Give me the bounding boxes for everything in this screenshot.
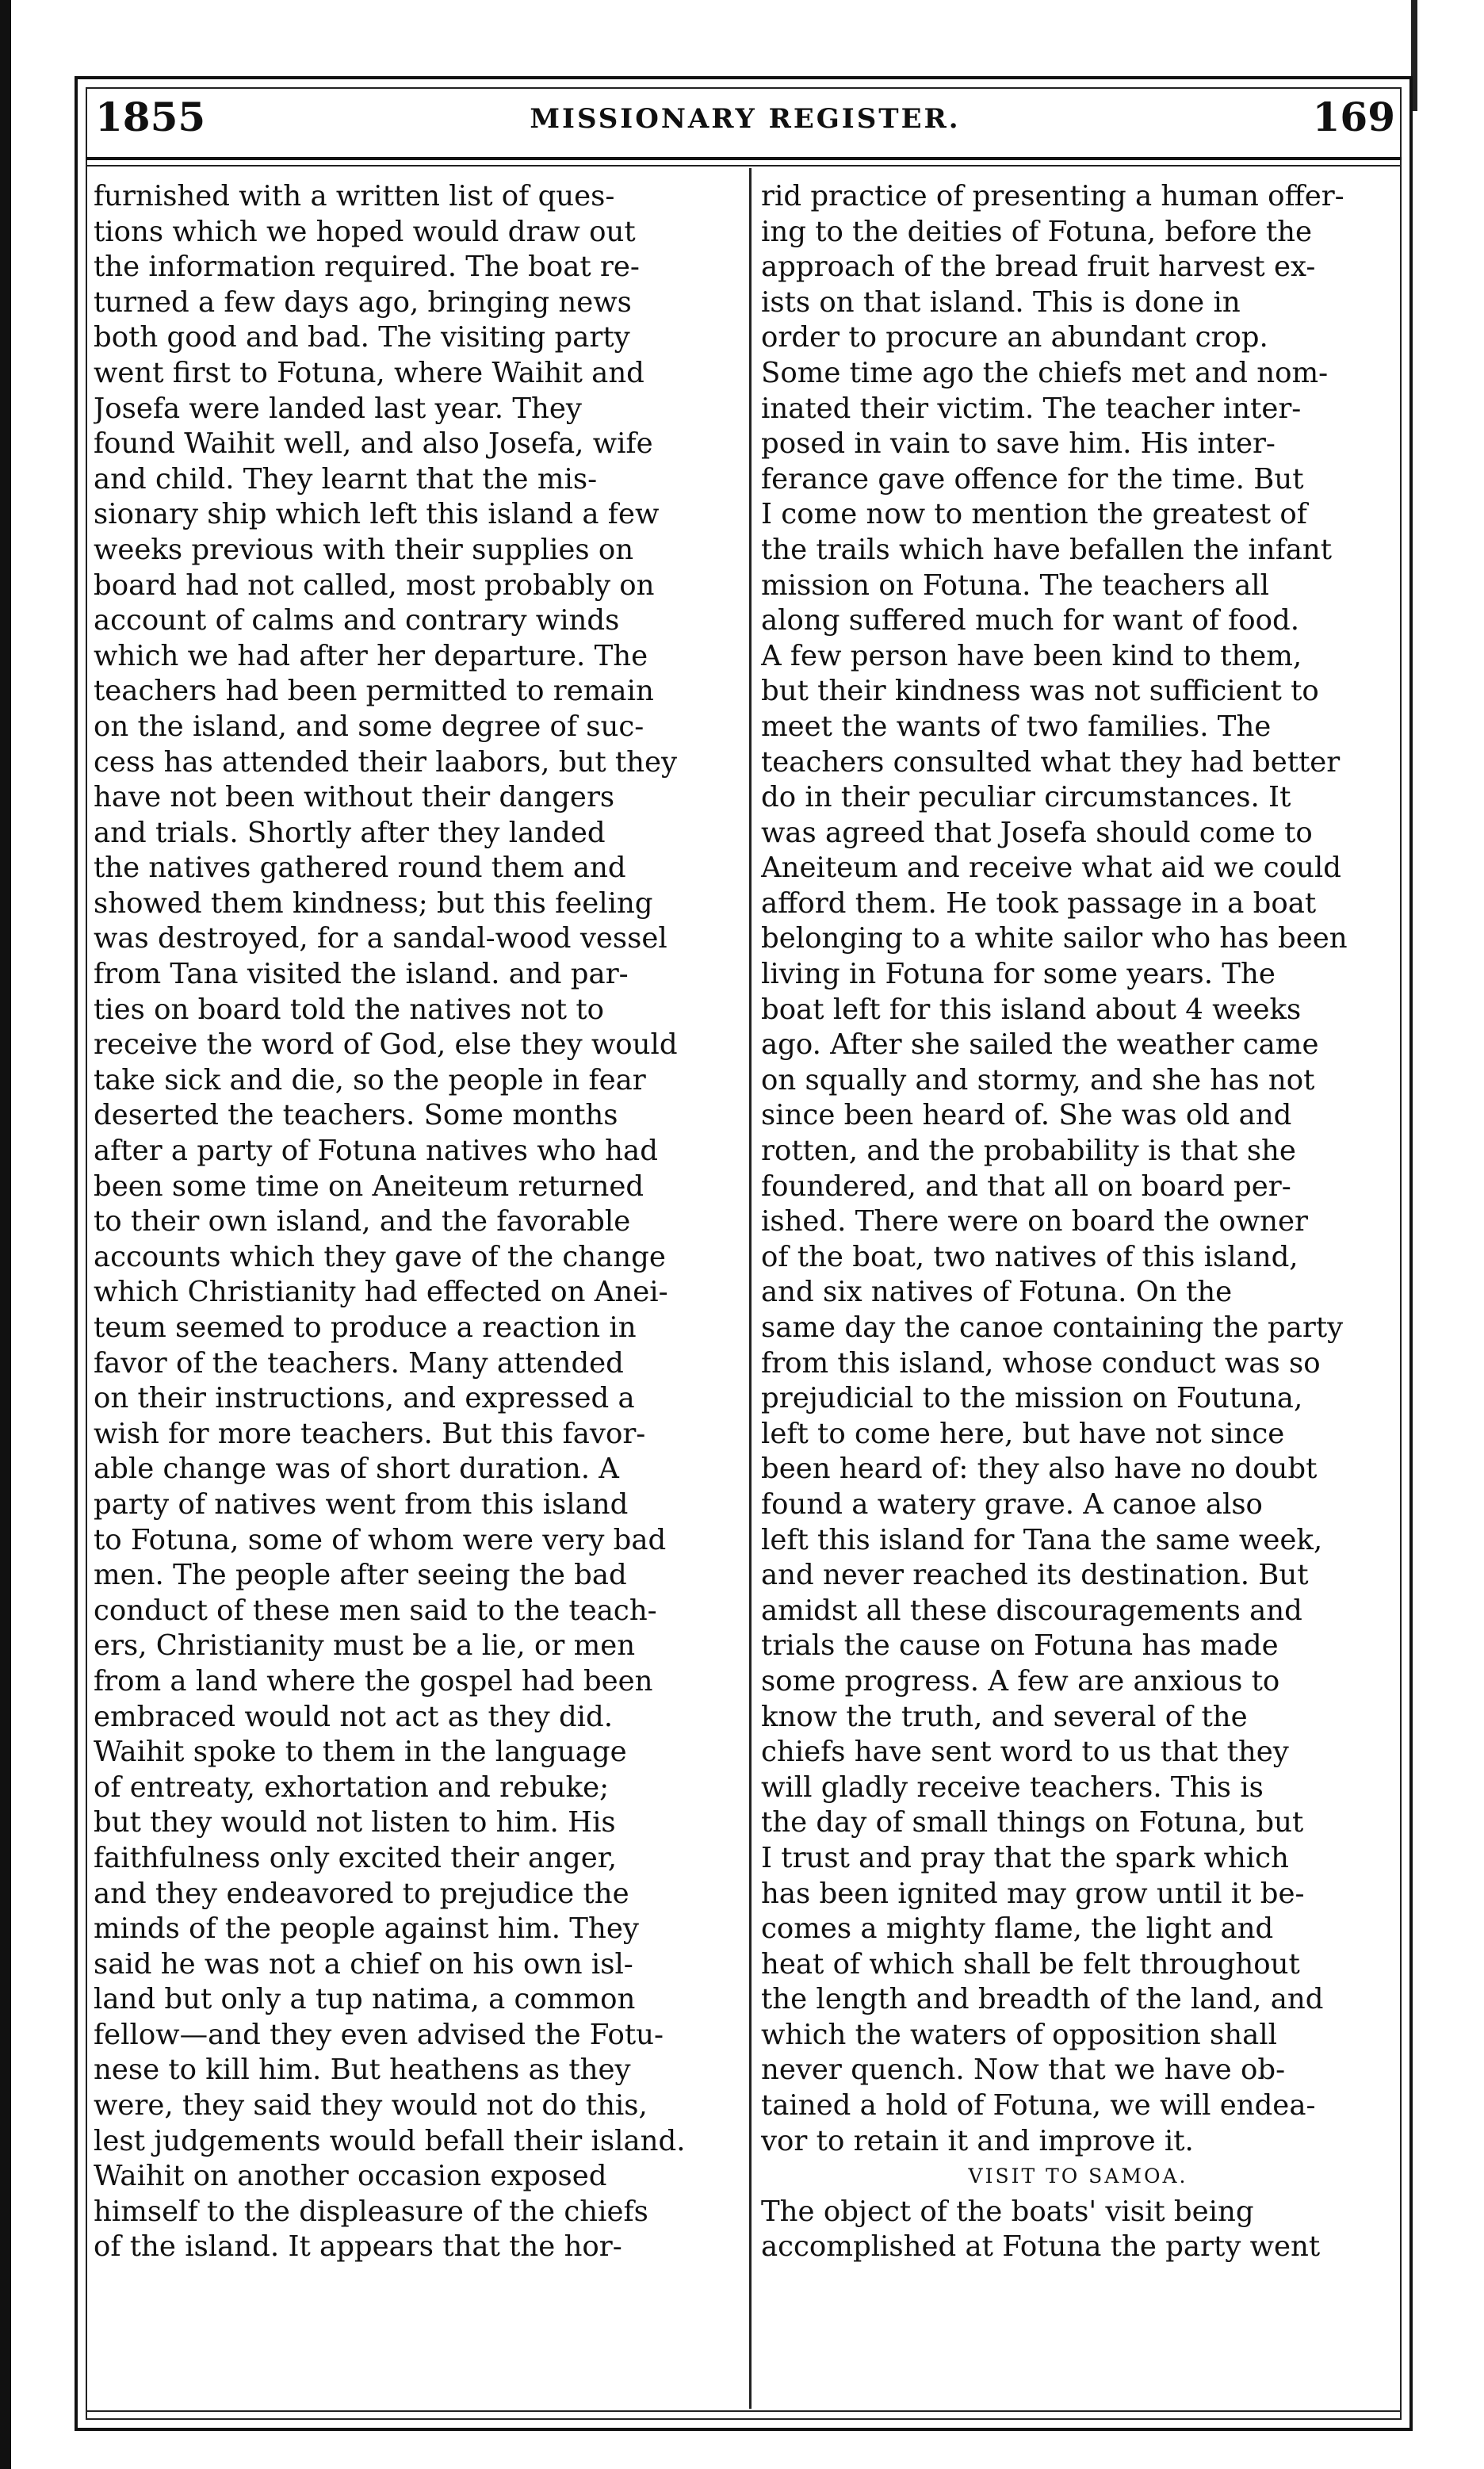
text-line: the day of small things on Fotuna, but [761,1806,1304,1839]
text-line: on the island, and some degree of suc- [94,710,644,743]
text-line: rid practice of presenting a human offer- [761,180,1344,212]
text-line: will gladly receive teachers. This is [761,1770,1264,1804]
text-line: inated their victim. The teacher inter- [761,392,1302,425]
text-line: after a party of Fotuna natives who had [94,1135,658,1168]
text-line: found a watery grave. A canoe also [761,1487,1263,1521]
text-line: afford them. He took passage in a boat [761,886,1317,920]
text-line: approach of the bread fruit harvest ex- [761,251,1316,284]
text-line: from Tana visited the island. and par- [94,958,629,991]
text-line: the information required. The boat re- [94,251,640,284]
text-line: on squally and stormy, and she has not [761,1063,1315,1097]
text-line: accomplished at Fotuna the party went [761,2230,1321,2264]
text-line: party of natives went from this island [94,1487,629,1521]
header-year: 1855 [95,94,206,140]
text-line: since been heard of. She was old and [761,1099,1292,1132]
text-line: weeks previous with their supplies on [94,533,634,566]
header-rule [86,157,1402,160]
text-line: order to procure an abundant crop. [761,321,1268,354]
page-number: 169 [1312,94,1395,140]
text-line: along suffered much for want of food. [761,604,1300,637]
text-line: found Waihit well, and also Josefa, wife [94,427,653,461]
text-line: cess has attended their laabors, but they [94,745,678,779]
text-line: and trials. Shortly after they landed [94,816,606,849]
text-line: ties on board told the natives not to [94,993,604,1026]
text-line: furnished with a written list of ques- [94,180,615,212]
scan-edge-shadow [0,0,11,2469]
text-line: and six natives of Fotuna. On the [761,1276,1233,1309]
text-line: tained a hold of Fotuna, we will endea- [761,2089,1316,2123]
text-line: was destroyed, for a sandal-wood vessel [94,922,667,955]
text-line: Some time ago the chiefs met and nom- [761,356,1329,389]
text-line: been heard of: they also have no doubt [761,1453,1318,1486]
text-line: which the waters of opposition shall [761,2018,1278,2051]
text-line: and they endeavored to prejudice the [94,1877,629,1910]
text-line: of the boat, two natives of this island, [761,1240,1298,1273]
left-column [94,179,740,2265]
text-line: boat left for this island about 4 weeks [761,993,1302,1026]
text-line: and never reached its destination. But [761,1559,1309,1592]
text-line: able change was of short duration. A [94,1453,619,1486]
text-line: from this island, whose conduct was so [761,1346,1321,1380]
text-line: showed them kindness; but this feeling [94,886,653,920]
text-line: sionary ship which left this island a few [94,498,660,531]
text-line: and child. They learnt that the mis- [94,462,598,496]
text-line: the length and breadth of the land, and [761,1983,1324,2016]
text-line: living in Fotuna for some years. The [761,958,1276,991]
text-line: heat of which shall be felt throughout [761,1947,1300,1981]
text-line: nese to kill him. But heathens as they [94,2054,631,2087]
text-line: teum seemed to produce a reaction in [94,1311,637,1344]
text-line: never quench. Now that we have ob- [761,2054,1286,2087]
text-line: Aneiteum and receive what aid we could [761,852,1341,885]
text-line: meet the wants of two families. The [761,710,1272,743]
text-line: ing to the deities of Fotuna, before the [761,215,1313,248]
text-line: from a land where the gospel had been [94,1664,653,1698]
text-line: both good and bad. The visiting party [94,321,630,354]
text-line: himself to the displeasure of the chiefs [94,2195,648,2228]
section-heading: VISIT TO SAMOA. [968,2165,1188,2188]
text-line: vor to retain it and improve it. [761,2124,1194,2157]
text-line: fellow—and they even advised the Fotu- [94,2018,664,2051]
text-line: ferance gave offence for the time. But [761,462,1304,496]
text-line: of entreaty, exhortation and rebuke; [94,1770,610,1804]
text-line: land but only a tup natima, a common [94,1983,636,2016]
text-line: the natives gathered round them and [94,852,626,885]
text-line: embraced would not act as they did. [94,1700,614,1733]
text-line: lest judgements would befall their island. [94,2124,686,2157]
text-line: went first to Fotuna, where Waihit and [94,356,644,389]
text-line: same day the canoe containing the party [761,1311,1344,1344]
text-line: I come now to mention the greatest of [761,498,1307,531]
text-line: teachers consulted what they had better [761,745,1341,779]
text-line: rotten, and the probability is that she [761,1135,1296,1168]
text-line: receive the word of God, else they would [94,1028,678,1062]
text-line: left to come here, but have not since [761,1417,1285,1450]
text-line: turned a few days ago, bringing news [94,285,632,319]
text-line: of the island. It appears that the hor- [94,2230,622,2264]
text-line: accounts which they gave of the change [94,1240,666,1273]
right-column [761,179,1395,2265]
text-line: faithfulness only excited their anger, [94,1841,618,1874]
text-line: Josefa were landed last year. They [94,392,582,425]
text-line: on their instructions, and expressed a [94,1382,635,1415]
text-line: left this island for Tana the same week, [761,1523,1323,1556]
text-line: but their kindness was not sufficient to [761,675,1319,708]
text-line: belonging to a white sailor who has been [761,922,1348,955]
text-line: but they would not listen to him. His [94,1806,616,1839]
text-line: I trust and pray that the spark which [761,1841,1289,1874]
text-line: The object of the boats' visit being [761,2195,1254,2228]
text-line: do in their peculiar circumstances. It [761,781,1291,814]
text-line: posed in vain to save him. His inter- [761,427,1276,461]
text-line: Waihit spoke to them in the language [94,1736,627,1769]
text-line: amidst all these discouragements and [761,1594,1302,1627]
text-line: the trails which have befallen the infant [761,533,1333,566]
text-line: take sick and die, so the people in fear [94,1063,646,1097]
text-line: ished. There were on board the owner [761,1205,1308,1238]
column-divider [749,168,752,2409]
text-line: has been ignited may grow until it be- [761,1877,1305,1910]
text-line: favor of the teachers. Many attended [94,1346,624,1380]
text-line: wish for more teachers. But this favor- [94,1417,646,1450]
text-line: ers, Christianity must be a lie, or men [94,1629,636,1663]
text-line: to Fotuna, some of whom were very bad [94,1523,667,1556]
text-line: know the truth, and several of the [761,1700,1248,1733]
text-line: deserted the teachers. Some months [94,1099,618,1132]
text-line: men. The people after seeing the bad [94,1559,627,1592]
text-line: were, they said they would not do this, [94,2089,648,2123]
text-line: board had not called, most probably on [94,568,655,602]
bottom-rule [86,2410,1402,2412]
text-line: prejudicial to the mission on Foutuna, [761,1382,1303,1415]
text-line: to their own island, and the favorable [94,1205,631,1238]
text-line: mission on Fotuna. The teachers all [761,568,1270,602]
text-line: account of calms and contrary winds [94,604,620,637]
text-line: tions which we hoped would draw out [94,215,636,248]
text-line: was agreed that Josefa should come to [761,816,1313,849]
text-line: teachers had been permitted to remain [94,675,654,708]
text-line: trials the cause on Fotuna has made [761,1629,1279,1663]
text-line: minds of the people against him. They [94,1912,639,1946]
text-line: foundered, and that all on board per- [761,1169,1291,1203]
text-line: A few person have been kind to them, [761,639,1302,672]
text-line: said he was not a chief on his own isl- [94,1947,633,1981]
text-line: which Christianity had effected on Anei- [94,1276,668,1309]
text-line: been some time on Aneiteum returned [94,1169,644,1203]
header-rule-thin [86,165,1402,167]
text-line: Waihit on another occasion exposed [94,2160,607,2193]
text-line: have not been without their dangers [94,781,615,814]
text-line: conduct of these men said to the teach- [94,1594,657,1627]
journal-title: MISSIONARY REGISTER. [530,103,961,135]
text-line: which we had after her departure. The [94,639,648,672]
text-line: comes a mighty flame, the light and [761,1912,1274,1946]
text-line: chiefs have sent word to us that they [761,1736,1289,1769]
text-line: some progress. A few are anxious to [761,1664,1280,1698]
text-line: ists on that island. This is done in [761,285,1241,319]
text-line: ago. After she sailed the weather came [761,1028,1319,1062]
